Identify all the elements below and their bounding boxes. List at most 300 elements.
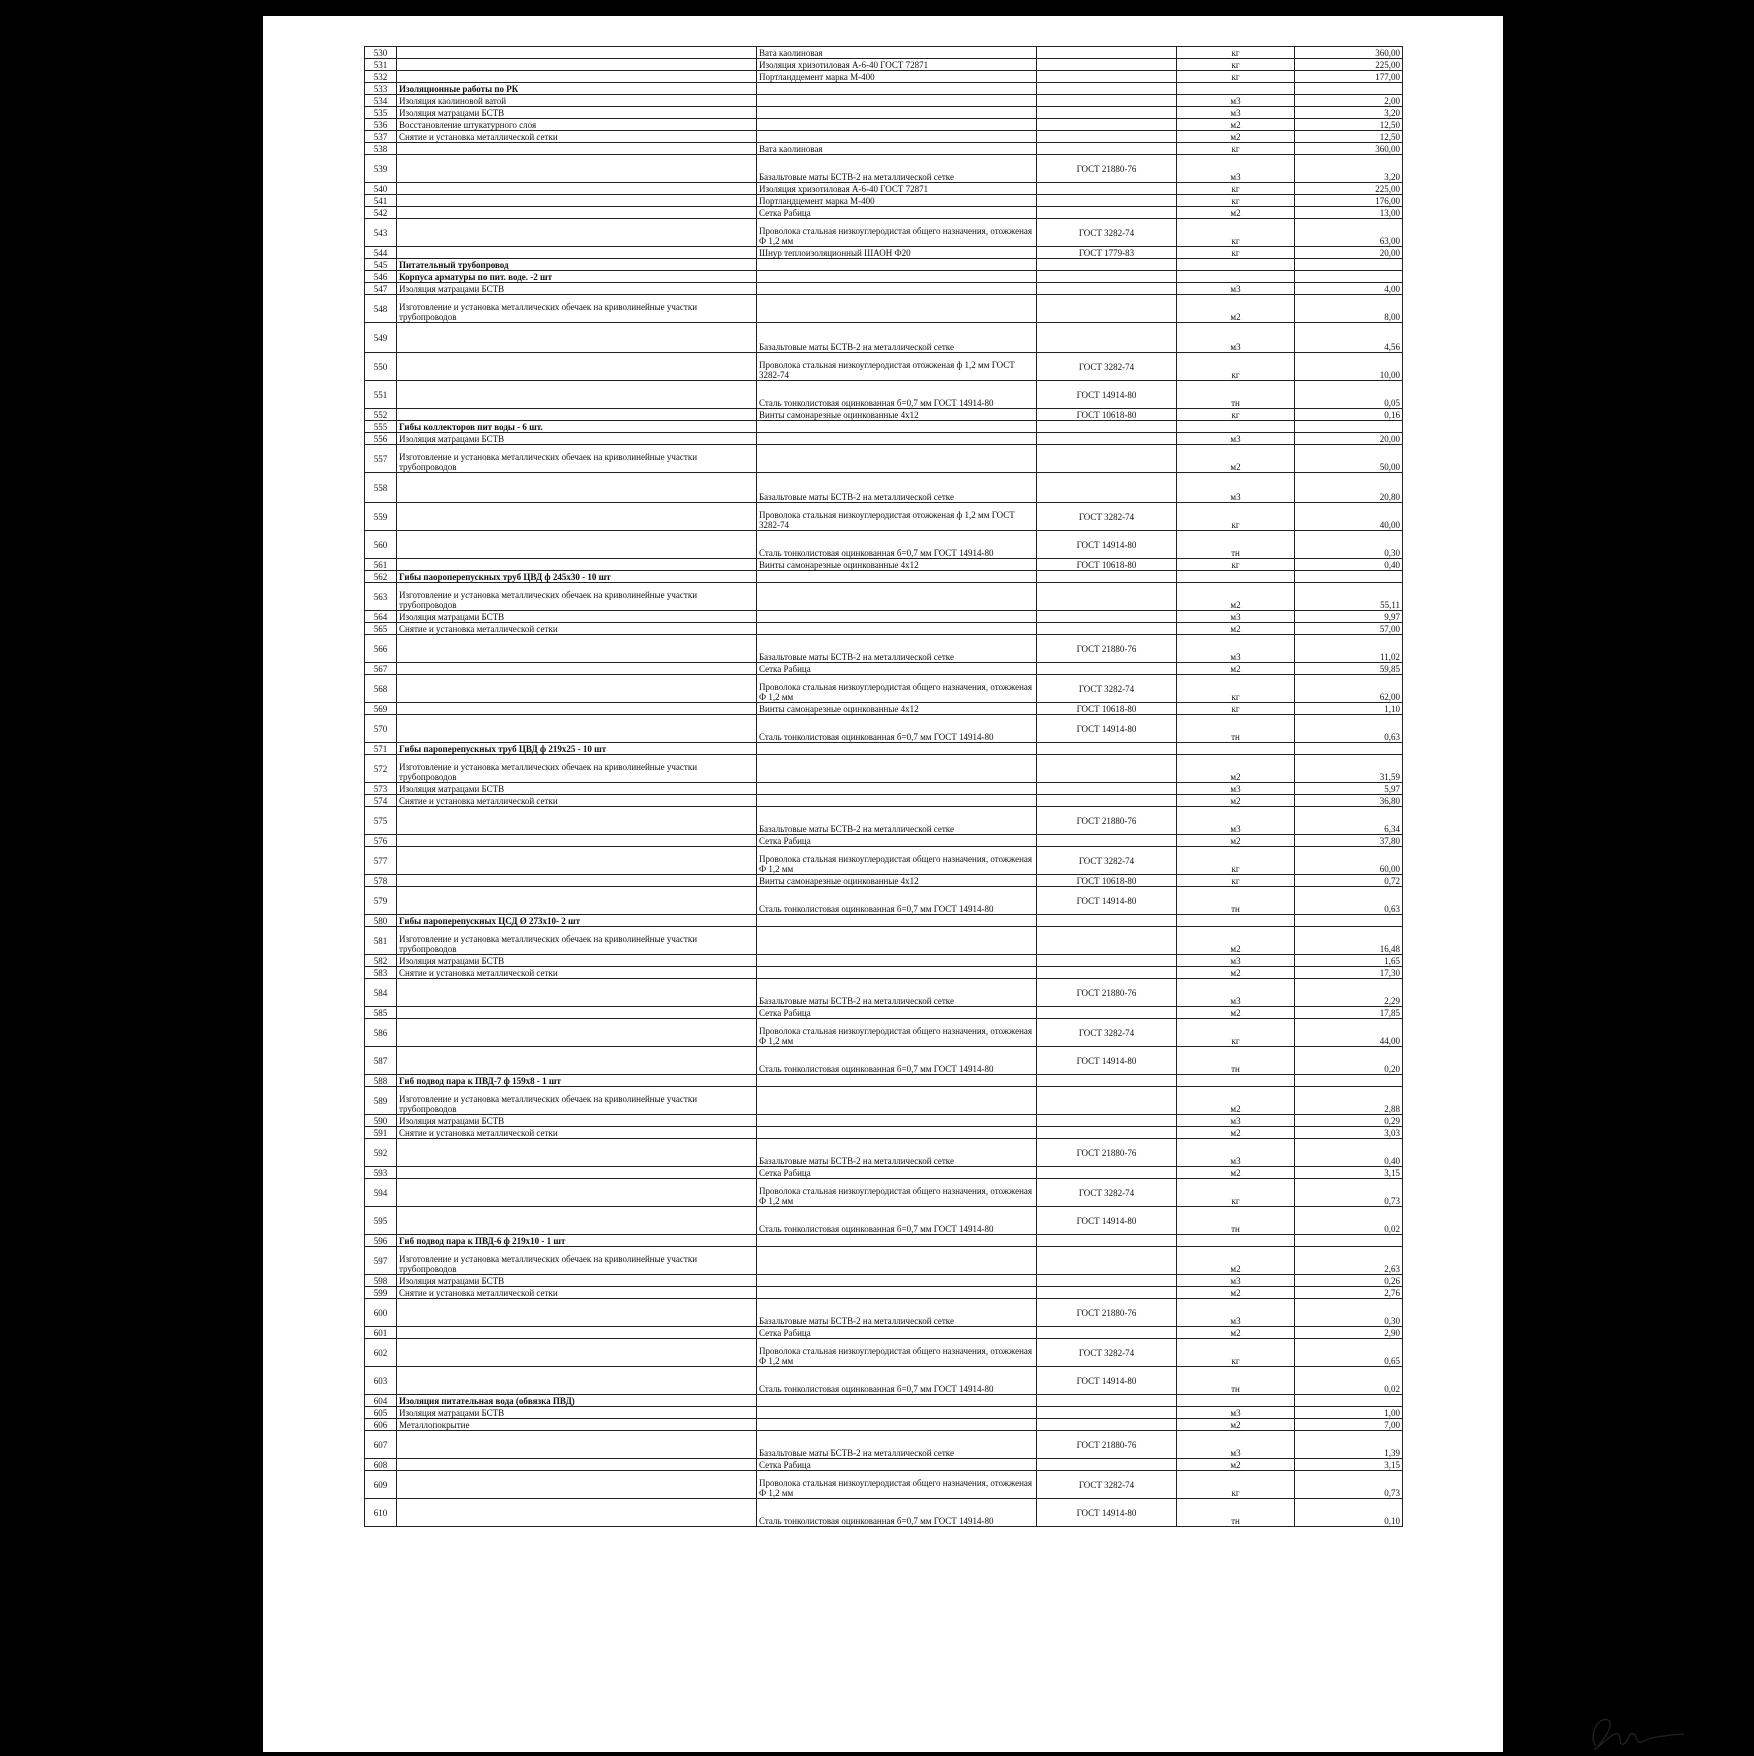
- work-description: [397, 807, 757, 835]
- unit: кг: [1177, 59, 1295, 71]
- quantity: 50,00: [1295, 445, 1403, 473]
- unit: кг: [1177, 409, 1295, 421]
- material-name: [757, 1407, 1037, 1419]
- row-number: 563: [365, 583, 397, 611]
- material-name: Базальтовые маты БСТВ-2 на металлической сетке: [757, 155, 1037, 183]
- work-description: [397, 1047, 757, 1075]
- unit: м2: [1177, 1167, 1295, 1179]
- unit: кг: [1177, 503, 1295, 531]
- work-description: [397, 1019, 757, 1047]
- work-description: Изоляция матрацами БСТВ: [397, 1115, 757, 1127]
- unit: м3: [1177, 95, 1295, 107]
- table-row: [365, 955, 1403, 967]
- row-number: 549: [365, 323, 397, 353]
- work-description: [397, 195, 757, 207]
- quantity: 2,88: [1295, 1087, 1403, 1115]
- work-description: [397, 703, 757, 715]
- unit: кг: [1177, 1019, 1295, 1047]
- work-description: Изготовление и установка металлических обечаек на криволинейные участки трубопроводов: [397, 445, 757, 473]
- row-number: 580: [365, 915, 397, 927]
- table-row: [365, 445, 1403, 473]
- row-number: 555: [365, 421, 397, 433]
- table-row: [365, 571, 1403, 583]
- gost-standard: ГОСТ 21880-76: [1037, 155, 1177, 183]
- row-number: 579: [365, 887, 397, 915]
- work-description: Гибы паороперепускных труб ЦВД ф 245х30 - 10 шт: [397, 571, 757, 583]
- table-row: [365, 183, 1403, 195]
- row-number: 576: [365, 835, 397, 847]
- material-name: Проволока стальная низкоуглеродистая отожженая ф 1,2 мм ГОСТ 3282-74: [757, 353, 1037, 381]
- table-row: [365, 1087, 1403, 1115]
- quantity: 1,65: [1295, 955, 1403, 967]
- row-number: 596: [365, 1235, 397, 1247]
- row-number: 574: [365, 795, 397, 807]
- work-description: [397, 71, 757, 83]
- quantity: 1,00: [1295, 1407, 1403, 1419]
- row-number: 535: [365, 107, 397, 119]
- gost-standard: [1037, 47, 1177, 59]
- material-name: Базальтовые маты БСТВ-2 на металлической сетке: [757, 807, 1037, 835]
- unit: м2: [1177, 663, 1295, 675]
- table-row: [365, 107, 1403, 119]
- work-description: [397, 1299, 757, 1327]
- table-row: [365, 1139, 1403, 1167]
- row-number: 568: [365, 675, 397, 703]
- quantity: [1295, 743, 1403, 755]
- quantity: 0,26: [1295, 1275, 1403, 1287]
- gost-standard: [1037, 663, 1177, 675]
- gost-standard: [1037, 1459, 1177, 1471]
- gost-standard: [1037, 71, 1177, 83]
- row-number: 545: [365, 259, 397, 271]
- work-description: [397, 247, 757, 259]
- gost-standard: ГОСТ 10618-80: [1037, 559, 1177, 571]
- material-name: [757, 611, 1037, 623]
- quantity: 0,05: [1295, 381, 1403, 409]
- work-description: Изоляция матрацами БСТВ: [397, 611, 757, 623]
- row-number: 530: [365, 47, 397, 59]
- row-number: 570: [365, 715, 397, 743]
- quantity: 3,20: [1295, 107, 1403, 119]
- table-row: [365, 915, 1403, 927]
- work-description: Металлопокрытие: [397, 1419, 757, 1431]
- work-description: Изоляция матрацами БСТВ: [397, 1275, 757, 1287]
- gost-standard: [1037, 1007, 1177, 1019]
- quantity: 60,00: [1295, 847, 1403, 875]
- work-description: [397, 409, 757, 421]
- gost-standard: [1037, 473, 1177, 503]
- gost-standard: ГОСТ 3282-74: [1037, 503, 1177, 531]
- row-number: 587: [365, 1047, 397, 1075]
- table-row: [365, 271, 1403, 283]
- material-name: Базальтовые маты БСТВ-2 на металлической сетке: [757, 1299, 1037, 1327]
- unit: м3: [1177, 283, 1295, 295]
- table-row: [365, 131, 1403, 143]
- gost-standard: ГОСТ 14914-80: [1037, 531, 1177, 559]
- unit: м2: [1177, 1127, 1295, 1139]
- material-name: [757, 623, 1037, 635]
- unit: кг: [1177, 219, 1295, 247]
- material-name: Проволока стальная низкоуглеродистая общего назначения, отожженая Ф 1,2 мм: [757, 847, 1037, 875]
- row-number: 599: [365, 1287, 397, 1299]
- material-name: [757, 295, 1037, 323]
- table-row: [365, 473, 1403, 503]
- gost-standard: [1037, 259, 1177, 271]
- table-row: [365, 283, 1403, 295]
- work-description: Гибы коллекторов пит воды - 6 шт.: [397, 421, 757, 433]
- quantity: 20,00: [1295, 433, 1403, 445]
- row-number: 573: [365, 783, 397, 795]
- work-description: Снятие и установка металлической сетки: [397, 623, 757, 635]
- table-row: [365, 1407, 1403, 1419]
- quantity: 44,00: [1295, 1019, 1403, 1047]
- unit: тн: [1177, 1367, 1295, 1395]
- unit: кг: [1177, 143, 1295, 155]
- unit: кг: [1177, 847, 1295, 875]
- unit: м2: [1177, 1007, 1295, 1019]
- work-description: Снятие и установка металлической сетки: [397, 1127, 757, 1139]
- unit: тн: [1177, 381, 1295, 409]
- quantity: 13,00: [1295, 207, 1403, 219]
- gost-standard: ГОСТ 21880-76: [1037, 1431, 1177, 1459]
- gost-standard: [1037, 131, 1177, 143]
- material-name: [757, 1287, 1037, 1299]
- gost-standard: [1037, 271, 1177, 283]
- work-description: [397, 219, 757, 247]
- unit: м2: [1177, 1327, 1295, 1339]
- table-row: [365, 295, 1403, 323]
- work-description: Изоляция матрацами БСТВ: [397, 955, 757, 967]
- unit: [1177, 1395, 1295, 1407]
- quantity: 1,10: [1295, 703, 1403, 715]
- table-row: [365, 1235, 1403, 1247]
- row-number: 575: [365, 807, 397, 835]
- row-number: 606: [365, 1419, 397, 1431]
- gost-standard: ГОСТ 3282-74: [1037, 1179, 1177, 1207]
- row-number: 600: [365, 1299, 397, 1327]
- unit: тн: [1177, 531, 1295, 559]
- gost-standard: ГОСТ 14914-80: [1037, 887, 1177, 915]
- table-row: [365, 1075, 1403, 1087]
- work-description: [397, 59, 757, 71]
- work-description: Изготовление и установка металлических обечаек на криволинейные участки трубопроводов: [397, 295, 757, 323]
- row-number: 598: [365, 1275, 397, 1287]
- quantity: 20,00: [1295, 247, 1403, 259]
- quantity: 62,00: [1295, 675, 1403, 703]
- table-row: [365, 259, 1403, 271]
- gost-standard: [1037, 421, 1177, 433]
- material-name: Сталь тонколистовая оцинкованная б=0,7 мм ГОСТ 14914-80: [757, 381, 1037, 409]
- quantity: 9,97: [1295, 611, 1403, 623]
- gost-standard: [1037, 295, 1177, 323]
- table-row: [365, 807, 1403, 835]
- unit: м2: [1177, 207, 1295, 219]
- quantity: 0,40: [1295, 1139, 1403, 1167]
- gost-standard: [1037, 1115, 1177, 1127]
- quantity: 5,97: [1295, 783, 1403, 795]
- material-name: Винты самонарезные оцинкованные 4х12: [757, 559, 1037, 571]
- work-description: [397, 1167, 757, 1179]
- row-number: 584: [365, 979, 397, 1007]
- work-description: [397, 1499, 757, 1527]
- row-number: 550: [365, 353, 397, 381]
- work-description: [397, 1007, 757, 1019]
- gost-standard: [1037, 433, 1177, 445]
- gost-standard: ГОСТ 10618-80: [1037, 409, 1177, 421]
- material-name: Базальтовые маты БСТВ-2 на металлической сетке: [757, 979, 1037, 1007]
- quantity: 0,63: [1295, 887, 1403, 915]
- quantity: 177,00: [1295, 71, 1403, 83]
- work-description: Питательный трубопровод: [397, 259, 757, 271]
- work-description: [397, 979, 757, 1007]
- gost-standard: [1037, 955, 1177, 967]
- row-number: 578: [365, 875, 397, 887]
- work-description: [397, 353, 757, 381]
- material-name: [757, 271, 1037, 283]
- gost-standard: [1037, 571, 1177, 583]
- unit: [1177, 915, 1295, 927]
- material-name: Проволока стальная низкоуглеродистая отожженая ф 1,2 мм ГОСТ 3282-74: [757, 503, 1037, 531]
- quantity: [1295, 83, 1403, 95]
- row-number: 531: [365, 59, 397, 71]
- row-number: 548: [365, 295, 397, 323]
- unit: м3: [1177, 1431, 1295, 1459]
- row-number: 601: [365, 1327, 397, 1339]
- work-description: Снятие и установка металлической сетки: [397, 967, 757, 979]
- row-number: 610: [365, 1499, 397, 1527]
- unit: кг: [1177, 1339, 1295, 1367]
- work-description: [397, 323, 757, 353]
- work-description: [397, 715, 757, 743]
- unit: кг: [1177, 559, 1295, 571]
- quantity: 31,59: [1295, 755, 1403, 783]
- unit: [1177, 1075, 1295, 1087]
- material-name: Сталь тонколистовая оцинкованная б=0,7 мм ГОСТ 14914-80: [757, 887, 1037, 915]
- material-name: [757, 927, 1037, 955]
- table-row: [365, 409, 1403, 421]
- gost-standard: ГОСТ 3282-74: [1037, 219, 1177, 247]
- table-row: [365, 783, 1403, 795]
- row-number: 569: [365, 703, 397, 715]
- gost-standard: [1037, 95, 1177, 107]
- material-name: Изоляция хризотиловая А-6-40 ГОСТ 72871: [757, 59, 1037, 71]
- gost-standard: [1037, 1247, 1177, 1275]
- gost-standard: ГОСТ 3282-74: [1037, 1019, 1177, 1047]
- table-row: [365, 675, 1403, 703]
- unit: м2: [1177, 445, 1295, 473]
- work-description: [397, 155, 757, 183]
- work-description: Изоляция матрацами БСТВ: [397, 107, 757, 119]
- row-number: 595: [365, 1207, 397, 1235]
- quantity: 12,50: [1295, 131, 1403, 143]
- row-number: 532: [365, 71, 397, 83]
- material-name: Портландцемент марка М-400: [757, 71, 1037, 83]
- work-description: [397, 531, 757, 559]
- quantity: 0,10: [1295, 1499, 1403, 1527]
- unit: м2: [1177, 119, 1295, 131]
- work-description: Изготовление и установка металлических обечаек на криволинейные участки трубопроводов: [397, 583, 757, 611]
- row-number: 559: [365, 503, 397, 531]
- unit: м2: [1177, 1459, 1295, 1471]
- gost-standard: ГОСТ 10618-80: [1037, 875, 1177, 887]
- material-name: [757, 119, 1037, 131]
- gost-standard: [1037, 755, 1177, 783]
- unit: кг: [1177, 703, 1295, 715]
- quantity: [1295, 1395, 1403, 1407]
- table-row: [365, 71, 1403, 83]
- material-name: Винты самонарезные оцинкованные 4х12: [757, 703, 1037, 715]
- unit: м2: [1177, 583, 1295, 611]
- table-row: [365, 155, 1403, 183]
- work-description: Изоляция матрацами БСТВ: [397, 1407, 757, 1419]
- row-number: 593: [365, 1167, 397, 1179]
- work-description: Изготовление и установка металлических обечаек на криволинейные участки трубопроводов: [397, 927, 757, 955]
- row-number: 546: [365, 271, 397, 283]
- work-description: Гибы пароперепускных труб ЦВД ф 219х25 - 10 шт: [397, 743, 757, 755]
- unit: тн: [1177, 1047, 1295, 1075]
- row-number: 547: [365, 283, 397, 295]
- table-row: [365, 835, 1403, 847]
- gost-standard: [1037, 1395, 1177, 1407]
- work-description: [397, 835, 757, 847]
- quantity: 37,80: [1295, 835, 1403, 847]
- quantity: [1295, 1075, 1403, 1087]
- unit: тн: [1177, 1499, 1295, 1527]
- work-description: [397, 1327, 757, 1339]
- gost-standard: [1037, 207, 1177, 219]
- quantity: 12,50: [1295, 119, 1403, 131]
- quantity: 4,56: [1295, 323, 1403, 353]
- table-row: [365, 635, 1403, 663]
- work-description: Изоляция питательная вода (обвязка ПВД): [397, 1395, 757, 1407]
- material-name: Сталь тонколистовая оцинкованная б=0,7 мм ГОСТ 14914-80: [757, 1047, 1037, 1075]
- unit: кг: [1177, 247, 1295, 259]
- table-row: [365, 743, 1403, 755]
- row-number: 552: [365, 409, 397, 421]
- material-name: Сетка Рабица: [757, 1007, 1037, 1019]
- table-row: [365, 381, 1403, 409]
- quantity: 0,20: [1295, 1047, 1403, 1075]
- row-number: 590: [365, 1115, 397, 1127]
- material-name: [757, 571, 1037, 583]
- table-row: [365, 927, 1403, 955]
- table-row: [365, 1299, 1403, 1327]
- signature-mark: [1578, 1706, 1688, 1756]
- unit: кг: [1177, 71, 1295, 83]
- work-description: Снятие и установка металлической сетки: [397, 1287, 757, 1299]
- unit: м3: [1177, 107, 1295, 119]
- unit: кг: [1177, 875, 1295, 887]
- quantity: 2,00: [1295, 95, 1403, 107]
- row-number: 592: [365, 1139, 397, 1167]
- row-number: 562: [365, 571, 397, 583]
- material-name: [757, 955, 1037, 967]
- quantity: 225,00: [1295, 183, 1403, 195]
- work-description: Восстановление штукатурного слоя: [397, 119, 757, 131]
- material-name: [757, 1275, 1037, 1287]
- unit: м2: [1177, 835, 1295, 847]
- row-number: 604: [365, 1395, 397, 1407]
- material-name: [757, 1419, 1037, 1431]
- table-row: [365, 1115, 1403, 1127]
- row-number: 566: [365, 635, 397, 663]
- row-number: 571: [365, 743, 397, 755]
- unit: м2: [1177, 1419, 1295, 1431]
- quantity: 55,11: [1295, 583, 1403, 611]
- quantity: 0,73: [1295, 1179, 1403, 1207]
- row-number: 609: [365, 1471, 397, 1499]
- unit: кг: [1177, 1179, 1295, 1207]
- table-row: [365, 755, 1403, 783]
- unit: [1177, 83, 1295, 95]
- table-row: [365, 1127, 1403, 1139]
- material-name: Сталь тонколистовая оцинкованная б=0,7 мм ГОСТ 14914-80: [757, 715, 1037, 743]
- unit: м2: [1177, 967, 1295, 979]
- material-name: [757, 583, 1037, 611]
- table-row: [365, 119, 1403, 131]
- row-number: 589: [365, 1087, 397, 1115]
- table-row: [365, 323, 1403, 353]
- material-name: Портландцемент марка М-400: [757, 195, 1037, 207]
- table-row: [365, 1247, 1403, 1275]
- table-row: [365, 663, 1403, 675]
- table-row: [365, 47, 1403, 59]
- row-number: 536: [365, 119, 397, 131]
- unit: м2: [1177, 131, 1295, 143]
- row-number: 565: [365, 623, 397, 635]
- gost-standard: [1037, 927, 1177, 955]
- unit: [1177, 271, 1295, 283]
- gost-standard: ГОСТ 14914-80: [1037, 715, 1177, 743]
- unit: м2: [1177, 623, 1295, 635]
- row-number: 540: [365, 183, 397, 195]
- table-row: [365, 219, 1403, 247]
- material-name: [757, 95, 1037, 107]
- material-name: [757, 445, 1037, 473]
- gost-standard: ГОСТ 21880-76: [1037, 1139, 1177, 1167]
- table-row: [365, 1167, 1403, 1179]
- table-row: [365, 1007, 1403, 1019]
- table-row: [365, 1395, 1403, 1407]
- gost-standard: [1037, 183, 1177, 195]
- gost-standard: [1037, 143, 1177, 155]
- material-name: Вата каолиновая: [757, 47, 1037, 59]
- row-number: 543: [365, 219, 397, 247]
- gost-standard: [1037, 1407, 1177, 1419]
- table-row: [365, 1207, 1403, 1235]
- row-number: 608: [365, 1459, 397, 1471]
- row-number: 551: [365, 381, 397, 409]
- work-description: [397, 381, 757, 409]
- material-name: [757, 967, 1037, 979]
- material-name: [757, 259, 1037, 271]
- unit: кг: [1177, 353, 1295, 381]
- material-name: Сетка Рабица: [757, 1459, 1037, 1471]
- work-description: [397, 1471, 757, 1499]
- material-name: Сетка Рабица: [757, 1167, 1037, 1179]
- unit: [1177, 743, 1295, 755]
- table-row: [365, 83, 1403, 95]
- table-row: [365, 611, 1403, 623]
- unit: м2: [1177, 927, 1295, 955]
- quantity: 57,00: [1295, 623, 1403, 635]
- quantity: 10,00: [1295, 353, 1403, 381]
- gost-standard: ГОСТ 21880-76: [1037, 807, 1177, 835]
- gost-standard: [1037, 1327, 1177, 1339]
- work-description: [397, 559, 757, 571]
- material-name: Сетка Рабица: [757, 663, 1037, 675]
- work-description: [397, 1179, 757, 1207]
